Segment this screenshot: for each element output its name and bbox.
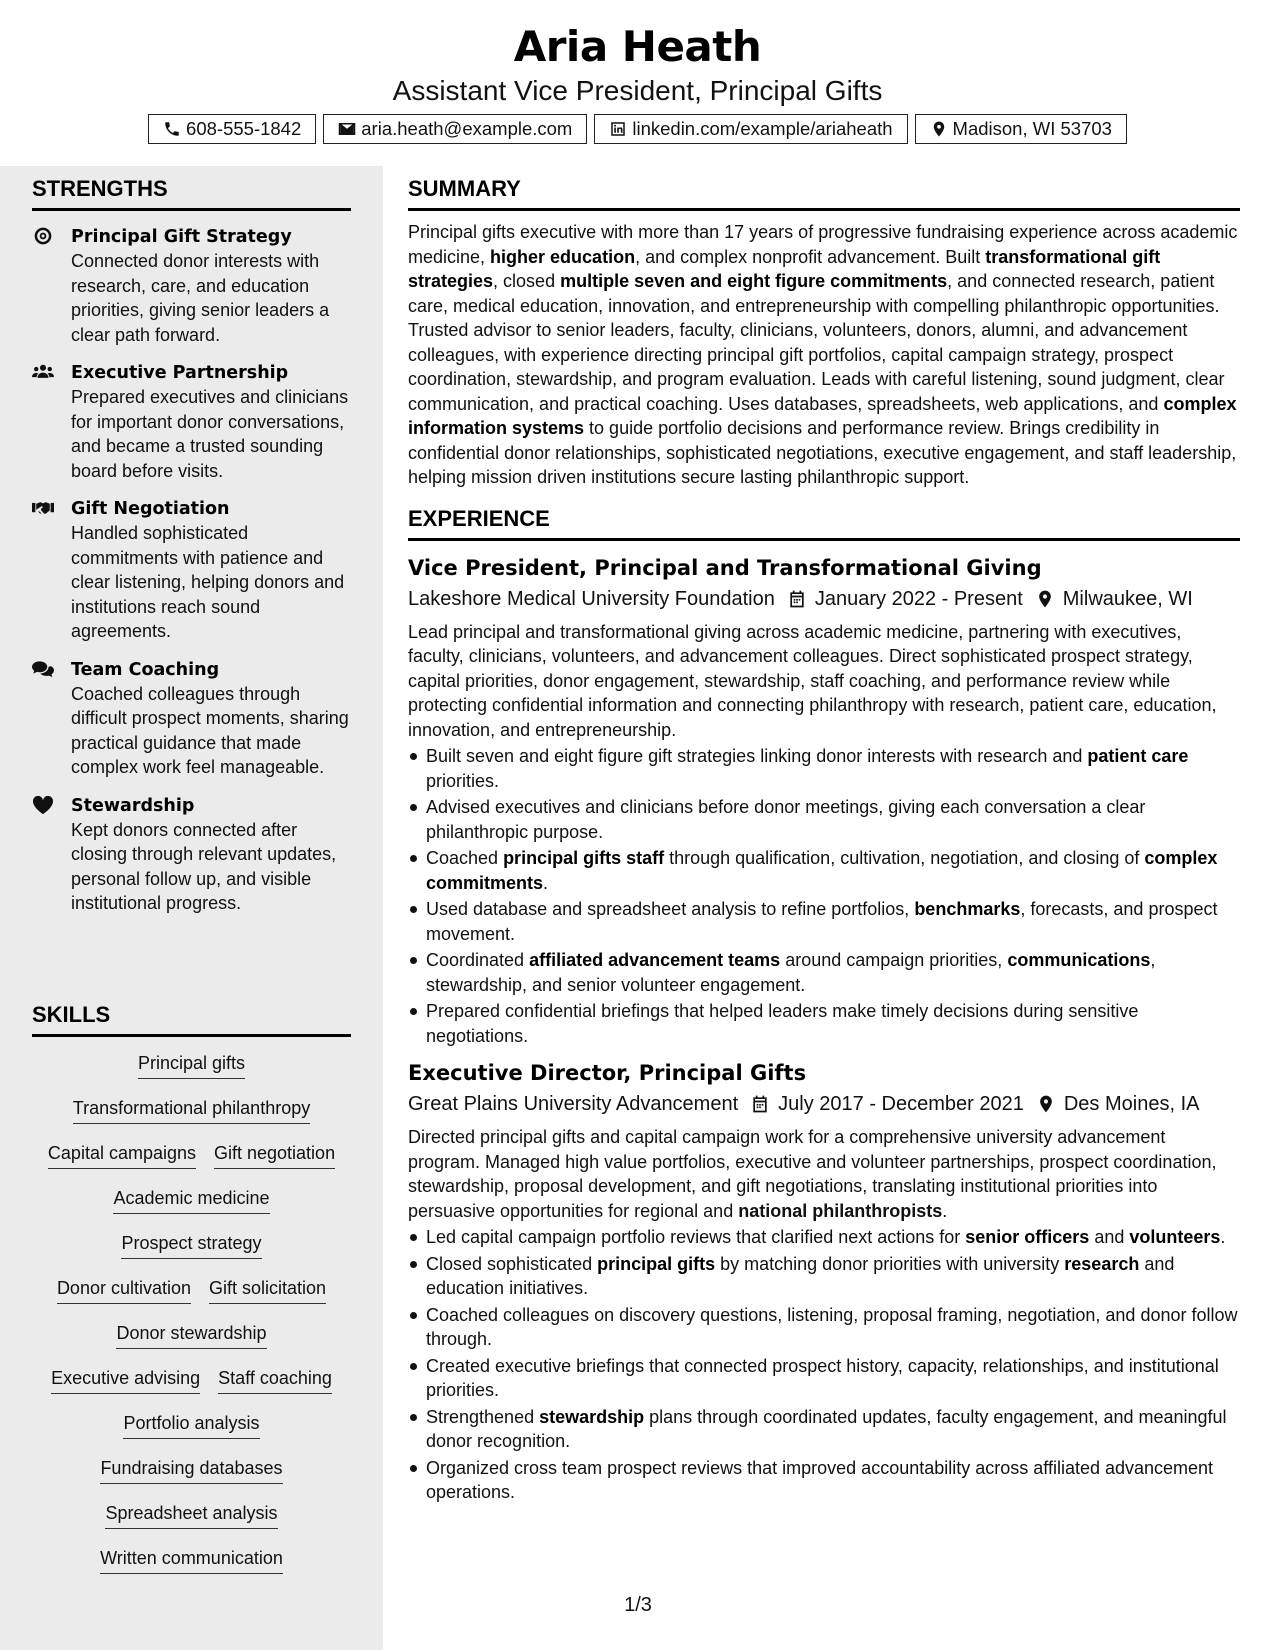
contact-bar bbox=[0, 114, 1275, 144]
bullet-item: Coached principal gifts staff through qualification, cultivation, negotiation, and closing of complex commitments. bbox=[408, 846, 1240, 895]
strength-description: Connected donor interests with research, care, and education priorities, giving senior leaders a clear path forward. bbox=[71, 251, 330, 345]
skill-tag: Donor stewardship bbox=[116, 1319, 266, 1349]
main-content bbox=[408, 166, 1240, 1507]
job-entry bbox=[408, 553, 1240, 1049]
skill-tag: Executive advising bbox=[51, 1364, 200, 1394]
job-dates bbox=[787, 584, 1023, 614]
bullet-item: Used database and spreadsheet analysis to refine portfolios, benchmarks, forecasts, and prospect movement. bbox=[408, 897, 1240, 946]
calendar-icon bbox=[750, 1094, 770, 1114]
strength-description: Prepared executives and clinicians for important donor conversations, and became a trusted sounding board before visits. bbox=[71, 387, 349, 481]
chat-bubbles-icon bbox=[32, 659, 54, 679]
job-location bbox=[1035, 584, 1193, 614]
skills-section bbox=[32, 1002, 351, 1589]
skill-tag: Prospect strategy bbox=[121, 1229, 261, 1259]
bullet-item: Prepared confidential briefings that helped leaders make timely decisions during sensitive negotiations. bbox=[408, 999, 1240, 1048]
linkedin-icon bbox=[609, 120, 627, 138]
strength-description: Handled sophisticated commitments with patience and clear listening, helping donors and institutions reach sound agreements. bbox=[71, 523, 345, 641]
experience-section bbox=[408, 506, 1240, 1505]
target-icon bbox=[32, 226, 54, 246]
job-dates bbox=[750, 1089, 1024, 1119]
strength-item bbox=[32, 361, 351, 483]
sidebar bbox=[0, 166, 383, 1650]
contact-linkedin bbox=[594, 114, 907, 144]
strength-title: Stewardship bbox=[71, 795, 195, 816]
experience-heading: EXPERIENCE bbox=[408, 506, 1240, 541]
bullet-item: Advised executives and clinicians before donor meetings, giving each conversation a clear philanthropic purpose. bbox=[408, 795, 1240, 844]
skill-tag: Principal gifts bbox=[138, 1049, 245, 1079]
people-group-icon bbox=[32, 362, 54, 382]
bullet-item: Coached colleagues on discovery questions, listening, proposal framing, negotiation, and donor follow through. bbox=[408, 1303, 1240, 1352]
skill-tag: Fundraising databases bbox=[100, 1454, 282, 1484]
phone-icon bbox=[163, 120, 181, 138]
candidate-title: Assistant Vice President, Principal Gifts bbox=[392, 75, 883, 106]
job-org bbox=[408, 584, 775, 614]
job-bullets bbox=[408, 744, 1240, 1048]
location-pin-icon bbox=[1036, 1094, 1056, 1114]
job-description: Lead principal and transformational giving across academic medicine, partnering with executives, faculty, clinicians, volunteers, and advancement colleagues. Direct sophisticated prospect strategy, capital priorities, donor engagement, stewardship, staff coaching, and performance review while protecting confidential information and connecting philanthropy with research, patient care, education, innovation, and entrepreneurship. bbox=[408, 621, 1217, 740]
bullet-item: Closed sophisticated principal gifts by matching donor priorities with university research and education initiatives. bbox=[408, 1252, 1240, 1301]
strength-title: Executive Partnership bbox=[71, 363, 289, 383]
skills-list bbox=[32, 1049, 351, 1589]
skill-tag: Capital campaigns bbox=[48, 1139, 196, 1169]
strength-description: Kept donors connected after closing through relevant updates, personal follow up, and visible institutional progress. bbox=[71, 819, 337, 913]
strength-title: Principal Gift Strategy bbox=[71, 227, 292, 247]
summary-heading: SUMMARY bbox=[408, 176, 1240, 211]
strength-item bbox=[32, 497, 351, 644]
skill-tag: Donor cultivation bbox=[57, 1274, 191, 1304]
job-location bbox=[1036, 1089, 1200, 1119]
skill-tag: Spreadsheet analysis bbox=[105, 1499, 277, 1529]
contact-location-text: Madison, WI 53703 bbox=[952, 118, 1112, 139]
bullet-item: Coordinated affiliated advancement teams around campaign priorities, communications, stewardship, and senior volunteer engagement. bbox=[408, 948, 1240, 997]
heart-icon bbox=[32, 795, 54, 815]
summary-section bbox=[408, 176, 1240, 490]
job-org-text: Lakeshore Medical University Foundation bbox=[408, 587, 775, 610]
candidate-name: Aria Heath bbox=[513, 22, 762, 71]
job-meta bbox=[408, 1089, 1240, 1119]
job-dates-text: January 2022 - Present bbox=[814, 587, 1023, 610]
skill-tag: Gift solicitation bbox=[209, 1274, 326, 1304]
job-description: Directed principal gifts and capital campaign work for a comprehensive university advancement program. Managed high value portfolios, executive and volunteer partnerships, prospect coordination, stewardship, proposal development, and gift negotiations, translating institutional priorities into persuasive opportunities for regional and national philanthropists. bbox=[408, 1127, 1217, 1221]
strength-title: Team Coaching bbox=[71, 659, 220, 680]
skill-tag: Written communication bbox=[100, 1544, 283, 1574]
job-org bbox=[408, 1089, 738, 1119]
contact-email bbox=[323, 114, 587, 144]
job-location-text: Milwaukee, WI bbox=[1062, 587, 1193, 610]
job-location-text: Des Moines, IA bbox=[1063, 1093, 1200, 1115]
bullet-item: Led capital campaign portfolio reviews that clarified next actions for senior officers and volunteers. bbox=[408, 1225, 1240, 1250]
bullet-item: Built seven and eight figure gift strategies linking donor interests with research and patient care priorities. bbox=[408, 744, 1240, 793]
envelope-icon bbox=[338, 120, 356, 138]
skill-tag: Academic medicine bbox=[113, 1184, 269, 1214]
bullet-item: Organized cross team prospect reviews that improved accountability across affiliated advancement operations. bbox=[408, 1456, 1240, 1505]
strengths-section bbox=[32, 176, 351, 916]
bullet-item: Created executive briefings that connected prospect history, capacity, relationships, and institutional priorities. bbox=[408, 1354, 1240, 1403]
strength-item bbox=[32, 658, 351, 780]
job-dates-text: July 2017 - December 2021 bbox=[778, 1093, 1024, 1115]
skill-tag: Staff coaching bbox=[218, 1364, 332, 1394]
contact-email-text: aria.heath@example.com bbox=[361, 118, 573, 139]
skills-heading: SKILLS bbox=[32, 1002, 351, 1037]
skill-tag: Transformational philanthropy bbox=[73, 1094, 310, 1124]
strength-item bbox=[32, 794, 351, 916]
location-pin-icon bbox=[930, 120, 948, 138]
job-meta bbox=[408, 584, 1240, 614]
location-pin-icon bbox=[1035, 589, 1055, 609]
handshake-icon bbox=[32, 498, 54, 518]
contact-phone bbox=[148, 114, 316, 144]
summary-text: Principal gifts executive with more than 17 years of progressive fundraising experience across academic medicine, higher education, and complex nonprofit advancement. Built transformational gift strategies, closed multiple seven and eight figure commitments, and connected research, patient care, medical education, innovation, and entrepreneurship with compelling philanthropic opportunities. Trusted advisor to senior leaders, faculty, clinicians, volunteers, donors, alumni, and advancement colleagues, with experience directing principal gift portfolios, capital campaign strategy, prospect coordination, stewardship, and program evaluation. Leads with careful listening, sound judgment, clear communication, and practical coaching. Uses databases, spreadsheets, web applications, and complex information systems to guide portfolio decisions and performance review. Brings credibility in confidential donor relationships, sophisticated negotiations, executive engagement, and staff leadership, helping mission driven institutions secure lasting philanthropic support. bbox=[408, 222, 1238, 487]
skill-tag: Gift negotiation bbox=[214, 1139, 335, 1169]
contact-linkedin-text: linkedin.com/example/ariaheath bbox=[632, 118, 893, 139]
bullet-item: Strengthened stewardship plans through coordinated updates, faculty engagement, and meaningful donor recognition. bbox=[408, 1405, 1240, 1454]
contact-phone-text: 608-555-1842 bbox=[186, 118, 302, 139]
strength-description: Coached colleagues through difficult prospect moments, sharing practical guidance that made complex work feel manageable. bbox=[71, 683, 349, 777]
skill-tag: Portfolio analysis bbox=[123, 1409, 259, 1439]
strength-item bbox=[32, 225, 351, 347]
strength-title: Gift Negotiation bbox=[71, 499, 230, 519]
contact-location bbox=[915, 114, 1127, 144]
job-bullets bbox=[408, 1225, 1240, 1505]
strengths-heading: STRENGTHS bbox=[32, 176, 351, 211]
job-title: Vice President, Principal and Transformational Giving bbox=[408, 555, 1042, 580]
calendar-icon bbox=[787, 589, 807, 609]
job-entry bbox=[408, 1058, 1240, 1505]
page-number: 1/3 bbox=[624, 1594, 652, 1616]
job-org-text: Great Plains University Advancement bbox=[408, 1093, 739, 1115]
job-title: Executive Director, Principal Gifts bbox=[408, 1061, 807, 1085]
resume-header bbox=[0, 0, 1275, 160]
